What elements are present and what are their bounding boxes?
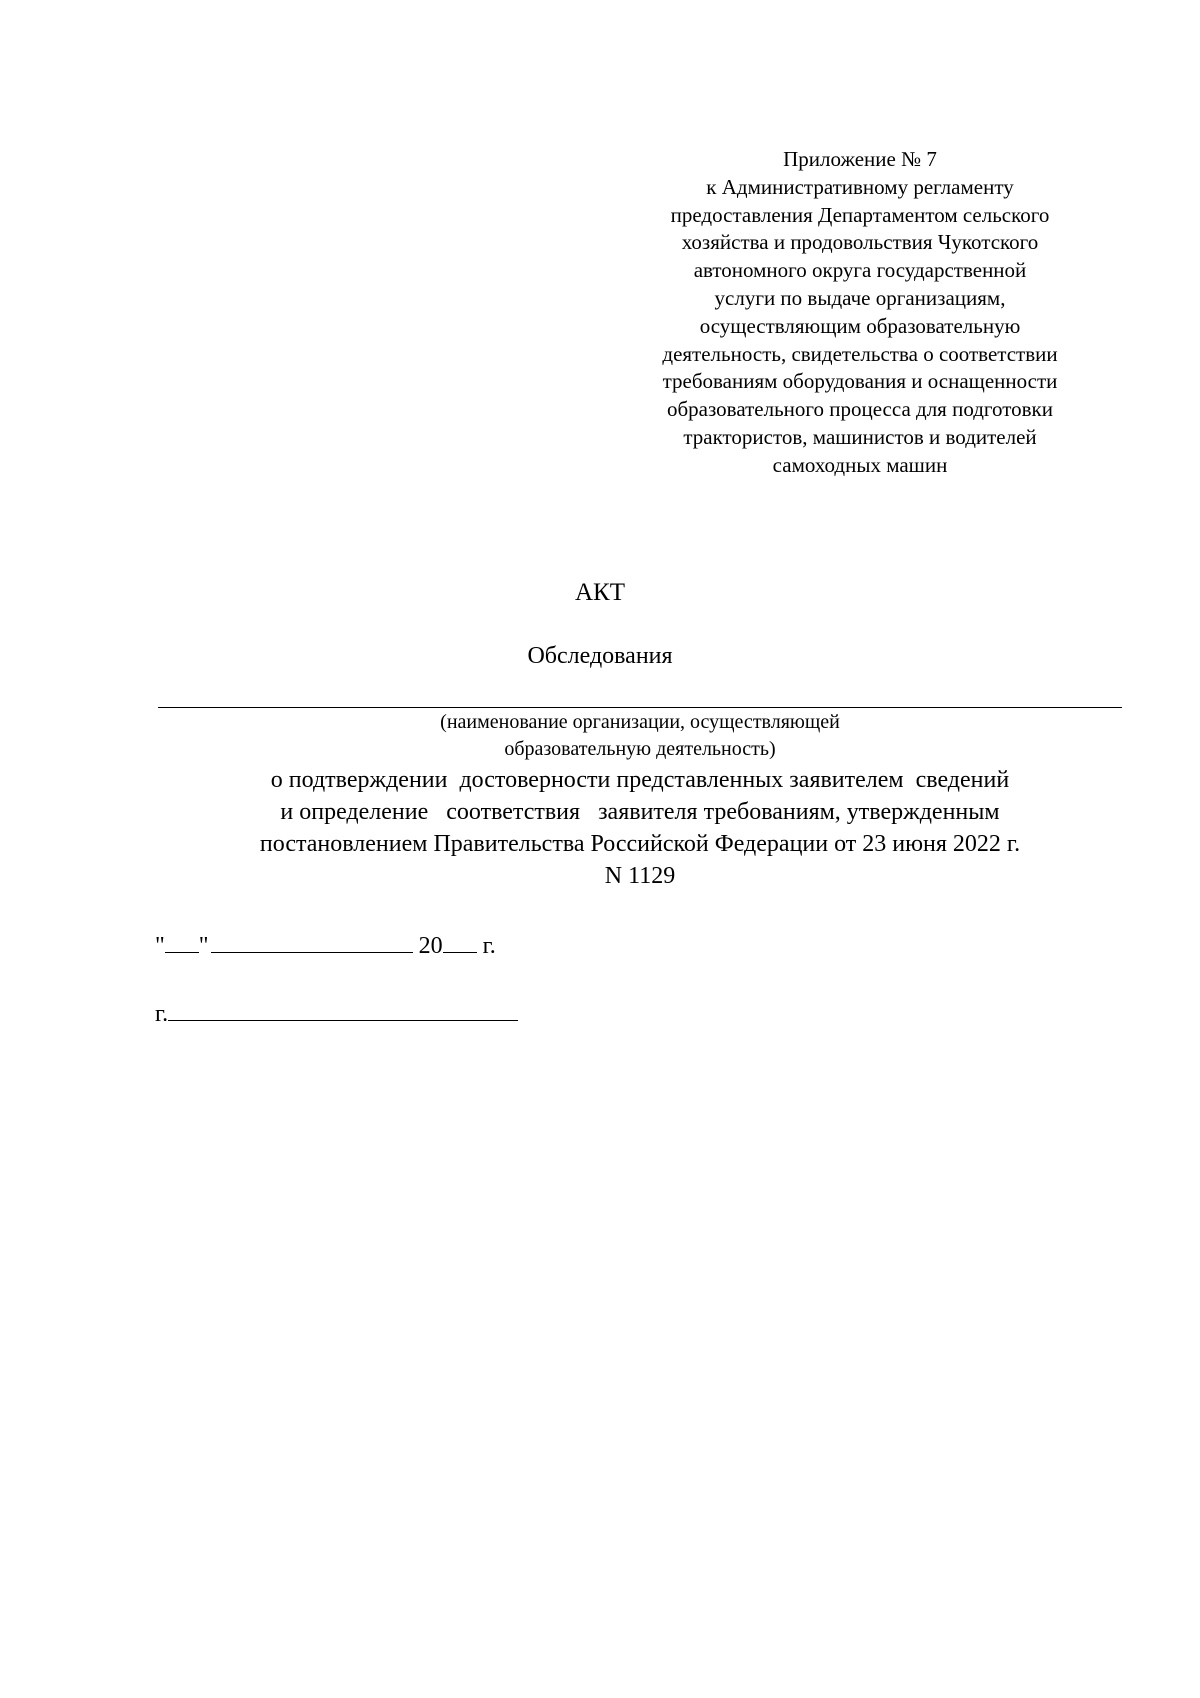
year-prefix: 20 (418, 933, 443, 959)
date-quote-close: " (198, 933, 209, 959)
date-quote-open: " (155, 933, 165, 959)
city-blank (168, 998, 518, 1021)
city-prefix: г. (155, 1001, 169, 1027)
act-subtitle: Обследования (527, 643, 673, 669)
organization-caption-line: образовательную деятельность) (504, 738, 776, 760)
act-title: АКТ (575, 579, 625, 606)
appendix-line: трактористов, машинистов и водителей (683, 424, 1037, 449)
appendix-header (620, 146, 1100, 480)
purpose-line: постановлением Правительства Российской Федерации от 23 июня 2022 г. (259, 831, 1021, 857)
appendix-line: предоставления Департаментом сельского (670, 202, 1050, 227)
year-blank (443, 930, 477, 953)
appendix-line: автономного округа государственной (693, 258, 1027, 283)
appendix-line: образовательного процесса для подготовки (667, 397, 1053, 422)
city-field (155, 998, 518, 1029)
purpose-line: и определение соответствия заявителя требованиям, утвержденным (280, 799, 1000, 825)
organization-caption (140, 709, 1140, 763)
month-blank (211, 930, 413, 953)
act-purpose (140, 764, 1140, 892)
appendix-line: требованиям оборудования и оснащенности (662, 369, 1058, 394)
day-blank (165, 930, 199, 953)
organization-name-line (158, 707, 1122, 708)
appendix-line: хозяйства и продовольствия Чукотского (681, 230, 1039, 255)
appendix-line: Приложение № 7 (783, 147, 937, 171)
purpose-line: о подтверждении достоверности представленных заявителем сведений (270, 767, 1010, 793)
organization-caption-line: (наименование организации, осуществляющей (440, 711, 840, 733)
appendix-line: услуги по выдаче организациям, (714, 285, 1006, 310)
appendix-line: к Административному регламенту (706, 174, 1014, 199)
appendix-line: деятельность, свидетельства о соответствии (662, 341, 1058, 366)
purpose-line: N 1129 (604, 863, 676, 889)
appendix-line: самоходных машин (772, 452, 948, 477)
date-field (155, 930, 496, 961)
appendix-line: осуществляющим образовательную (699, 313, 1021, 338)
year-suffix: г. (476, 933, 496, 959)
